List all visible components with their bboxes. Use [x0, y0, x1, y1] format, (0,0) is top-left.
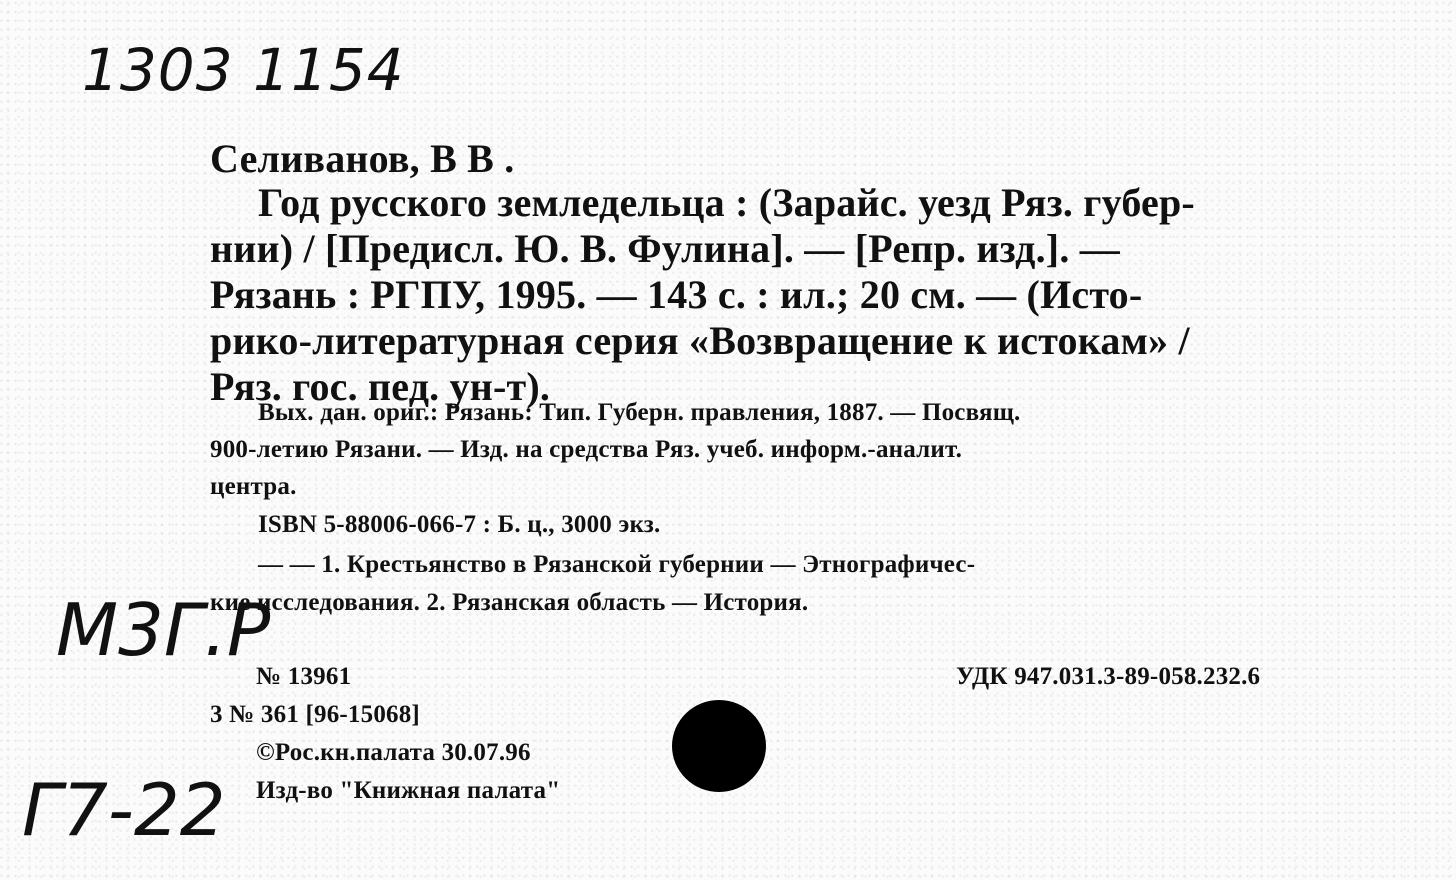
- description-line: рико-литературная серия «Возвращение к истокам» /: [210, 318, 1190, 363]
- copyright-line: ©Рос.кн.палата 30.07.96: [256, 739, 531, 766]
- handwritten-shelfmark: 1303 1154: [82, 36, 405, 104]
- handwritten-index: Г7-22: [22, 768, 226, 852]
- registration-number: № 13961: [256, 663, 352, 690]
- note-line: Вых. дан. ориг.: Рязань: Тип. Губерн. правления, 1887. — Посвящ.: [258, 399, 1021, 426]
- isbn-line: ISBN 5-88006-066-7 : Б. ц., 3000 экз.: [258, 511, 661, 538]
- subject-line: — — 1. Крестьянство в Рязанской губернии — Этнографичес-: [258, 551, 976, 578]
- description-line: Ряз. гос. пед. ун-т).: [210, 364, 551, 409]
- note-line: центра.: [210, 473, 297, 500]
- udk-code: УДК 947.031.3-89-058.232.6: [956, 663, 1261, 690]
- notes: [210, 398, 1360, 509]
- record-number: 3 № 361 [96-15068]: [210, 701, 420, 728]
- description-line: Рязань : РГПУ, 1995. — 143 с. : ил.; 20 см. — (Исто-: [210, 272, 1143, 317]
- note-line: 900-летию Рязани. — Изд. на средства Ряз. учеб. информ.-аналит.: [210, 436, 963, 463]
- publisher-line: Изд-во "Книжная палата": [256, 777, 561, 804]
- author-heading: Селиванов, В В .: [210, 136, 515, 181]
- subject-headings: [210, 550, 1360, 626]
- description-line: Год русского земледельца : (Зарайс. уезд Ряз. губер-: [258, 180, 1195, 225]
- handwritten-code: М3Г.Р: [56, 588, 271, 672]
- description-line: нии) / [Предисл. Ю. В. Фулина]. — [Репр. изд.]. —: [210, 226, 1120, 271]
- ink-blot: [672, 700, 766, 792]
- subject-line: кие исследования. 2. Рязанская область — История.: [210, 589, 809, 616]
- title-description: [210, 180, 1360, 410]
